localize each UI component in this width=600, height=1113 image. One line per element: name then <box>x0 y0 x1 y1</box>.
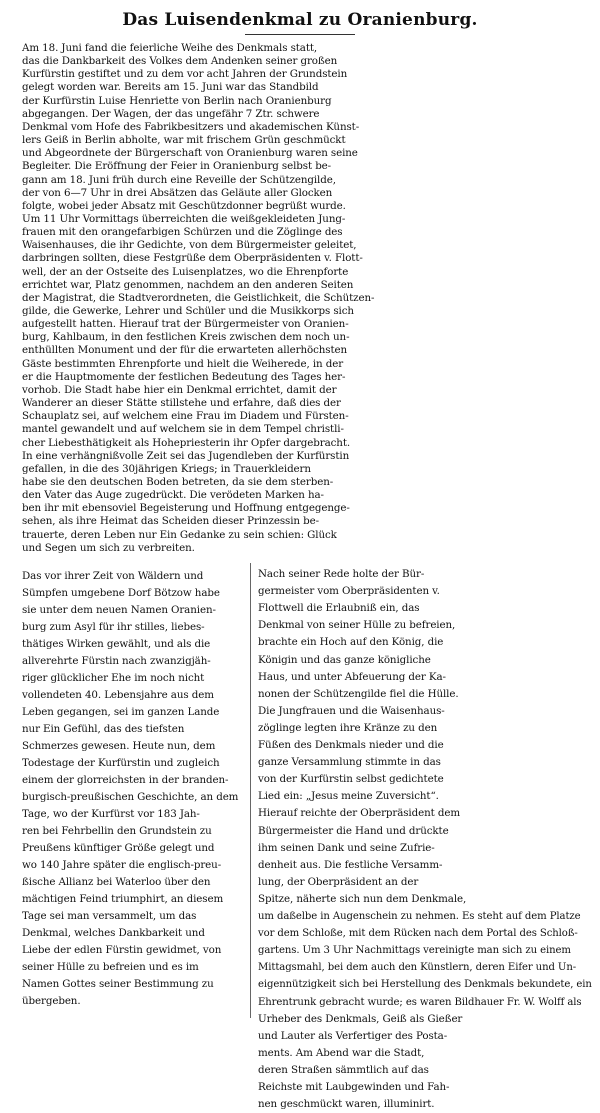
left-text-line: burg zum Asyl für ihr stilles, liebes- <box>22 621 205 633</box>
right-text-line: brachte ein Hoch auf den König, die <box>258 636 444 649</box>
top-text-line: gelegt worden war. Bereits am 15. Juni war das Standbild <box>22 81 319 94</box>
right-text-line: nen geschmückt waren, illuminirt. <box>258 1098 435 1111</box>
right-text-line: ments. Am Abend war die Stadt, <box>258 1046 425 1059</box>
left-text-line: Tage sei man versammelt, um das <box>22 910 197 922</box>
left-text-line: Preußens künftiger Größe gelegt und <box>22 842 215 854</box>
top-text-line: Am 18. Juni fand die feierliche Weihe des Denkmals statt, <box>22 42 318 54</box>
top-text-line: burg, Kahlbaum, in den festlichen Kreis zwischen dem noch un- <box>22 331 350 344</box>
right-text-line: Ehrentrunk gebracht wurde; es waren Bildhauer Fr. W. Wolff als <box>258 996 582 1008</box>
title-underline <box>245 34 355 35</box>
top-text-line: gann am 18. Juni früh durch eine Reveille der Schützengilde, <box>22 173 336 186</box>
left-text-line: sie unter dem neuen Namen Oranien- <box>22 604 216 616</box>
right-text-line: gartens. Um 3 Uhr Nachmittags vereinigte man sich zu einem <box>258 945 571 957</box>
left-text-line: ßische Allianz bei Waterloo über den <box>22 876 211 888</box>
right-text-line: Haus, und unter Abfeuerung der Ka- <box>258 670 446 683</box>
left-text-line: mächtigen Feind triumphirt, an diesem <box>22 893 224 905</box>
top-text-line: Denkmal vom Hofe des Fabrikbesitzers und akademischen Künst- <box>22 120 360 133</box>
top-text-line: well, der an der Ostseite des Luisenplatzes, wo die Ehrenpforte <box>22 265 349 278</box>
left-text-line: Namen Gottes seiner Bestimmung zu <box>22 978 214 990</box>
left-text-line: Das vor ihrer Zeit von Wäldern und <box>22 570 204 582</box>
right-text-line: deren Straßen sämmtlich auf das <box>258 1063 429 1076</box>
right-text-line: denheit aus. Die festliche Versamm- <box>258 858 443 871</box>
right-text-line: Urheber des Denkmals, Geiß als Gießer <box>258 1012 463 1025</box>
right-text-line: Reichste mit Laubgewinden und Fah- <box>258 1081 450 1093</box>
left-text-line: Schmerzes gewesen. Heute nun, dem <box>22 740 216 752</box>
left-text-line: Sümpfen umgebene Dorf Bötzow habe <box>22 587 220 599</box>
right-text-line: Mittagsmahl, bei dem auch den Künstlern, deren Eifer und Un- <box>258 962 577 974</box>
left-text-line: ren bei Fehrbellin den Grundstein zu <box>22 825 212 837</box>
top-text-line: habe sie den deutschen Boden betreten, da sie dem sterben- <box>22 475 334 488</box>
top-text-line: darbringen sollten, diese Festgrüße dem Oberpräsidenten v. Flott- <box>22 252 363 265</box>
right-text-line: vor dem Schloße, mit dem Rücken nach dem Portal des Schloß- <box>258 928 578 940</box>
top-text-line: sehen, als ihre Heimat das Scheiden dieser Prinzessin be- <box>22 515 319 528</box>
top-text-line: Um 11 Uhr Vormittags überreichten die weißgekleideten Jung- <box>22 212 346 225</box>
right-text-line: eigennützigkeit sich bei Herstellung des Denkmals bekundete, ein <box>258 979 592 991</box>
right-text-line: ganze Versammlung stimmte in das <box>258 756 441 769</box>
top-text-line: der Kurfürstin Luise Henriette von Berlin nach Oranienburg <box>22 94 332 107</box>
top-text-line: aufgestellt hatten. Hierauf trat der Bürgermeister von Oranien- <box>22 318 349 331</box>
article-title: Das Luisendenkmal zu Oranienburg. <box>122 10 478 30</box>
left-text-line: wo 140 Jahre später die englisch-preu- <box>22 859 222 871</box>
right-text-line: Nach seiner Rede holte der Bür- <box>258 568 425 580</box>
left-text-line: burgisch-preußischen Geschichte, an dem <box>22 791 239 803</box>
right-text-line: Lied ein: „Jesus meine Zuversicht“. <box>258 790 439 803</box>
right-text-line: Hierauf reichte der Oberpräsident dem <box>258 807 460 820</box>
top-text-line: den Vater das Auge zugedrückt. Die verödeten Marken ha- <box>22 489 324 502</box>
top-text-line: und Segen um sich zu verbreiten. <box>22 541 195 554</box>
left-text-line: Todestage der Kurfürstin und zugleich <box>22 757 220 769</box>
top-text-line: In eine verhängnißvolle Zeit sei das Jugendleben der Kurfürstin <box>22 449 350 462</box>
top-text-line: cher Liebesthätigkeit als Hohepriesterin ihr Opfer dargebracht. <box>22 436 351 449</box>
right-text-line: von der Kurfürstin selbst gedichtete <box>258 773 444 786</box>
top-text-line: trauerte, deren Leben nur Ein Gedanke zu sein schien: Glück <box>22 528 337 541</box>
left-text-line: Leben gegangen, sei im ganzen Lande <box>22 706 220 718</box>
top-text-line: er die Hauptmomente der festlichen Bedeutung des Tages her- <box>22 370 346 383</box>
left-text-line: nur Ein Gefühl, das des tiefsten <box>22 723 185 735</box>
left-text-line: Liebe der edlen Fürstin gewidmet, von <box>22 944 222 956</box>
left-text-line: einem der glorreichsten in der branden- <box>22 774 229 786</box>
right-text-line: germeister vom Oberpräsidenten v. <box>258 585 440 598</box>
right-text-line: Flottwell die Erlaubniß ein, das <box>258 602 420 615</box>
right-text-line: um daßelbe in Augenschein zu nehmen. Es steht auf dem Platze <box>258 911 581 922</box>
left-text-line: allverehrte Fürstin nach zwanzigjäh- <box>22 655 211 667</box>
right-text-line: Die Jungfrauen und die Waisenhaus- <box>258 704 445 717</box>
left-text-line: riger glücklicher Ehe im noch nicht <box>22 672 205 684</box>
right-text-line: Bürgermeister die Hand und drückte <box>258 824 449 837</box>
top-text-line: mantel gewandelt und auf welchem sie in dem Tempel christli- <box>22 423 344 436</box>
right-text-line: Denkmal von seiner Hülle zu befreien, <box>258 619 456 632</box>
top-text-line: gilde, die Gewerke, Lehrer und Schüler und die Musikkorps sich <box>22 305 354 317</box>
top-text-line: Schauplatz sei, auf welchem eine Frau im Diadem und Fürsten- <box>22 410 349 423</box>
right-text-line: ihm seinen Dank und seine Zufrie- <box>258 841 435 854</box>
top-text-line: ben ihr mit ebensoviel Begeisterung und Hoffnung entgegenge- <box>22 502 350 515</box>
left-text-line: seiner Hülle zu befreien und es im <box>22 961 199 973</box>
right-text-line: Füßen des Denkmals nieder und die <box>258 739 444 751</box>
column-divider <box>250 563 251 1018</box>
top-text-line: enthüllten Monument und der für die erwarteten allerhöchsten <box>22 344 348 357</box>
top-text-line: folgte, wobei jeder Absatz mit Geschützdonner begrüßt wurde. <box>22 199 346 212</box>
right-text-line: nonen der Schützengilde fiel die Hülle. <box>258 687 459 700</box>
top-text-line: Gäste bestimmten Ehrenpforte und hielt die Weiherede, in der <box>22 357 344 370</box>
right-text-line: Königin und das ganze königliche <box>258 653 431 666</box>
top-text-line: das die Dankbarkeit des Volkes dem Andenken seiner großen <box>22 55 338 68</box>
top-text-line: gefallen, in die des 30jährigen Kriegs; in Trauerkleidern <box>22 462 311 475</box>
left-text-line: vollendeten 40. Lebensjahre aus dem <box>22 689 214 701</box>
top-text-line: Waisenhauses, die ihr Gedichte, von dem Bürgermeister geleitet, <box>22 239 357 252</box>
top-text-line: der von 6—7 Uhr in drei Absätzen das Geläute aller Glocken <box>22 186 333 199</box>
right-text-line: Spitze, näherte sich nun dem Denkmale, <box>258 892 467 905</box>
top-text-line: der Magistrat, die Stadtverordneten, die Geistlichkeit, die Schützen- <box>22 291 375 304</box>
top-text-line: vorhob. Die Stadt habe hier ein Denkmal errichtet, damit der <box>22 383 337 396</box>
right-text-line: und Lauter als Verfertiger des Posta- <box>258 1029 448 1042</box>
top-text-line: und Abgeordnete der Bürgerschaft von Oranienburg waren seine <box>22 147 358 160</box>
left-text-line: Denkmal, welches Dankbarkeit und <box>22 927 205 939</box>
top-text-line: abgegangen. Der Wagen, der das ungefähr 7 Ztr. schwere <box>22 107 320 120</box>
top-text-line: errichtet war, Platz genommen, nachdem an den anderen Seiten <box>22 278 354 291</box>
top-text-line: frauen mit den orangefarbigen Schürzen und die Zöglinge des <box>22 226 343 239</box>
right-text-line: lung, der Oberpräsident an der <box>258 875 419 888</box>
top-text-line: Wanderer an dieser Stätte stillstehe und erfahre, daß dies der <box>22 397 341 410</box>
left-text-line: thätiges Wirken gewählt, und als die <box>22 638 211 650</box>
right-text-line: zöglinge legten ihre Kränze zu den <box>258 721 438 734</box>
left-text-line: übergeben. <box>22 995 81 1007</box>
top-text-line: Begleiter. Die Eröffnung der Feier in Oranienburg selbst be- <box>22 160 332 173</box>
top-text-line: lers Geiß in Berlin abholte, war mit frischem Grün geschmückt <box>22 134 346 147</box>
left-text-line: Tage, wo der Kurfürst vor 183 Jah- <box>22 808 200 820</box>
top-text-line: Kurfürstin gestiftet und zu dem vor acht Jahren der Grundstein <box>22 68 348 81</box>
